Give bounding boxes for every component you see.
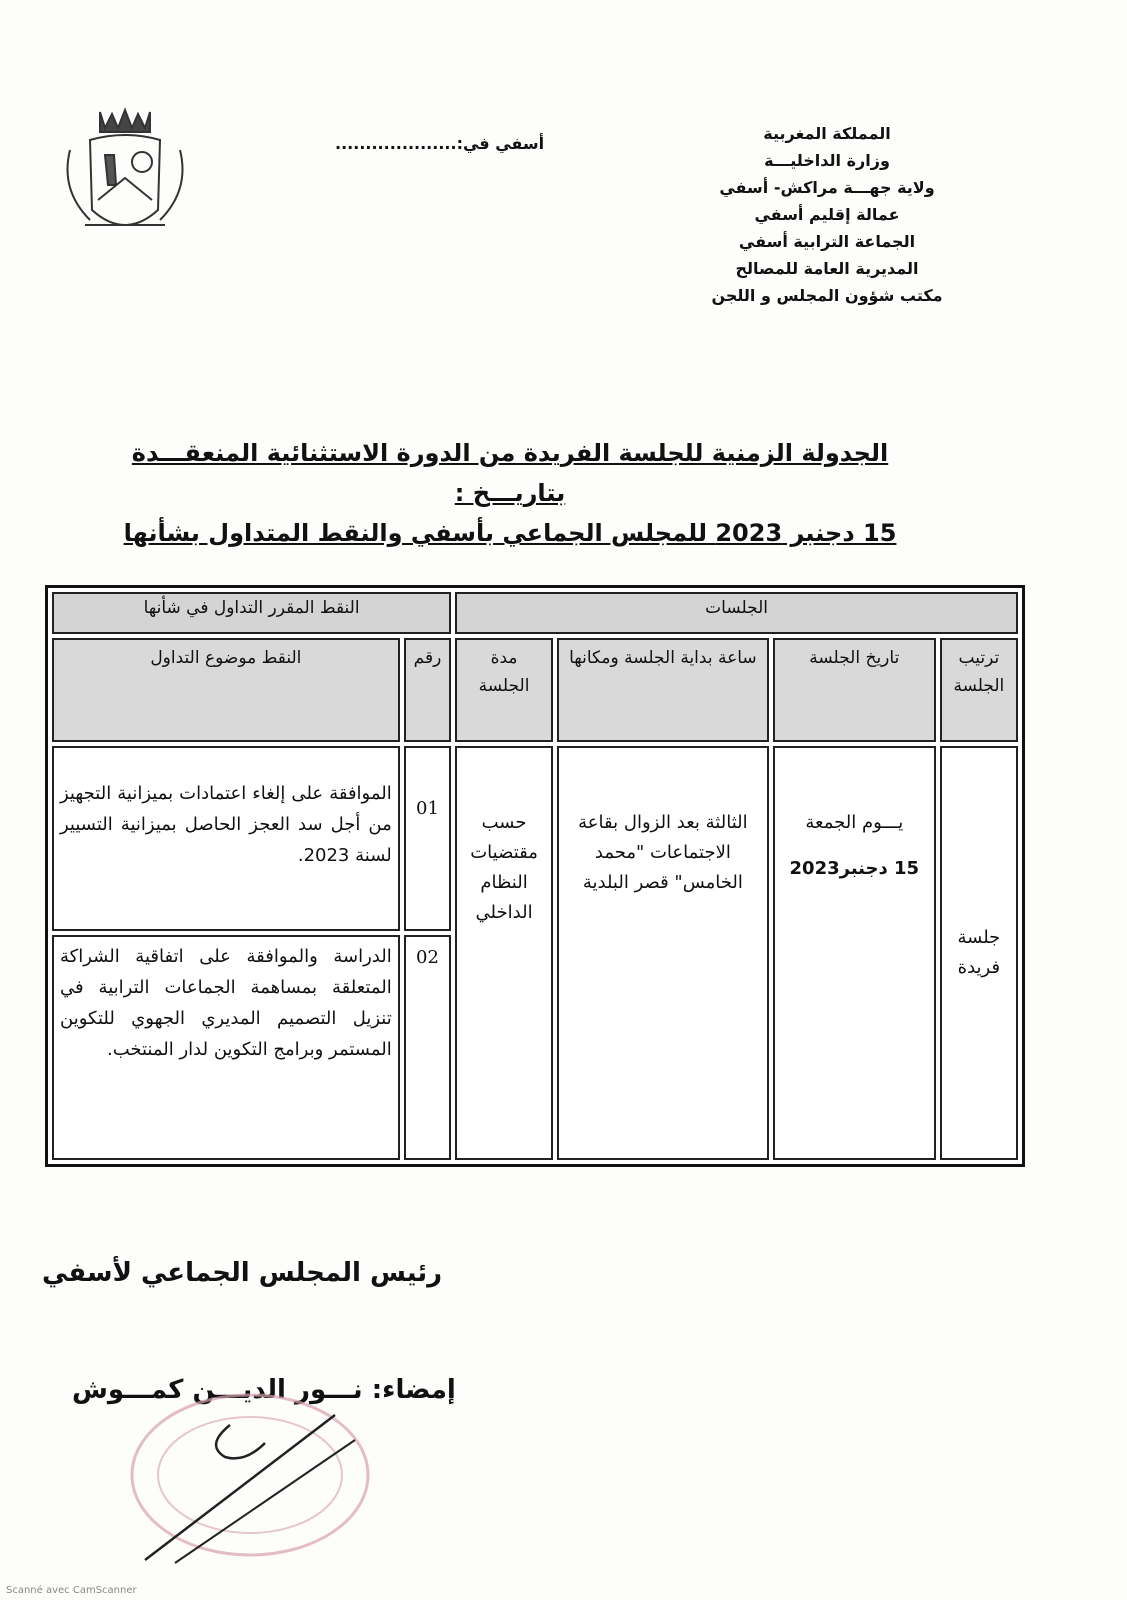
group-header-sessions: الجلسات — [455, 592, 1018, 634]
session-date: 15 دجنبر2023 — [789, 858, 920, 879]
header-points: النقط موضوع التداول — [52, 638, 400, 742]
session-time-place: الثالثة بعد الزوال بقاعة الاجتماعات "محمد الخامس" قصر البلدية — [557, 746, 769, 1160]
signatory-name: إمضاء: نـــور الديـــن كمـــوش — [72, 1375, 456, 1405]
document-title — [95, 433, 925, 553]
signature-stamp-icon — [125, 1385, 385, 1575]
scanner-watermark: Scanné avec CamScanner — [6, 1585, 137, 1596]
letterhead-line: المديرية العامة للمصالح — [735, 259, 919, 278]
letterhead-line: عمالة إقليم أسفي — [754, 205, 900, 224]
header-duration: مدة الجلسة — [455, 638, 553, 742]
point-text: الموافقة على إلغاء اعتمادات بميزانية التجهيز من أجل سد العجز الحاصل بميزانية التسيير لسنة 2023. — [52, 746, 400, 931]
point-number: 02 — [404, 935, 451, 1160]
letterhead-line: وزارة الداخليـــة — [764, 151, 890, 170]
table-row — [52, 746, 1018, 931]
header-time-place: ساعة بداية الجلسة ومكانها — [557, 638, 769, 742]
title-line-1: الجدولة الزمنية للجلسة الفريدة من الدورة الاستثنائية المنعقـــدة بتاريـــخ : — [131, 439, 889, 507]
header-session-order: ترتيب الجلسة — [940, 638, 1018, 742]
session-order: جلسة فريدة — [940, 746, 1018, 1160]
letterhead-line: ولاية جهـــة مراكش- أسفي — [719, 178, 935, 197]
place-date: أسفي في:.................... — [335, 134, 545, 153]
group-header-points: النقط المقرر التداول في شأنها — [52, 592, 451, 634]
letterhead-line: مكتب شؤون المجلس و اللجن — [711, 286, 943, 305]
point-text: الدراسة والموافقة على اتفاقية الشراكة المتعلقة بمساهمة الجماعات الترابية في تنزيل التصميم المديري الجهوي للتكوين المستمر وبرامج التكوين لدار المنتخب. — [52, 935, 400, 1160]
letterhead-line: المملكة المغربية — [763, 124, 891, 143]
table-group-header-row — [52, 592, 1018, 634]
table-column-header-row — [52, 638, 1018, 742]
header-session-date: تاريخ الجلسة — [773, 638, 936, 742]
schedule-table — [45, 585, 1025, 1167]
title-line-2: 15 دجنبر 2023 للمجلس الجماعي بأسفي والنقط المتداول بشأنها — [123, 519, 897, 547]
session-date-day: يـــوم الجمعة — [805, 812, 904, 833]
letterhead-line: الجماعة الترابية أسفي — [738, 232, 916, 251]
city-emblem-icon — [50, 100, 200, 250]
session-duration: حسب مقتضيات النظام الداخلي — [455, 746, 553, 1160]
header-number: رقم — [404, 638, 451, 742]
letterhead — [662, 120, 992, 309]
signatory-title: رئيس المجلس الجماعي لأسفي — [42, 1258, 443, 1288]
point-number: 01 — [404, 746, 451, 931]
session-date-cell — [773, 746, 936, 1160]
